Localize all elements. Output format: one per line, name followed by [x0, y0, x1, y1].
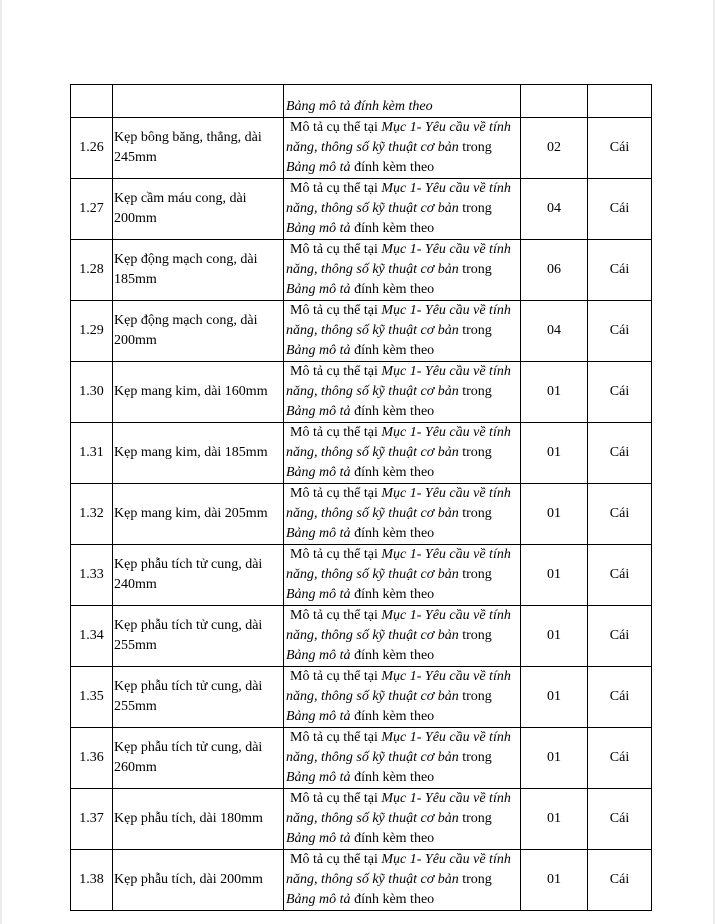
description-trail: trong — [458, 872, 492, 887]
description-spec-ref: năng, thông số kỹ thuật cơ bản — [286, 567, 459, 582]
item-quantity: 01 — [521, 484, 588, 545]
description-section-ref: Mục 1- Yêu cầu về tính — [381, 303, 511, 318]
description-table-ref: Bảng mô tả — [286, 465, 351, 480]
description-table-ref: Bảng mô tả — [286, 709, 351, 724]
description-table-ref: Bảng mô tả — [286, 160, 351, 175]
item-number: 1.30 — [71, 362, 113, 423]
description-table-ref: Bảng mô tả — [286, 587, 351, 602]
table-row — [71, 484, 652, 545]
item-number: 1.37 — [71, 789, 113, 850]
description-section-ref: Mục 1- Yêu cầu về tính — [381, 791, 511, 806]
description-trail: trong — [458, 140, 492, 155]
description-spec-ref: năng, thông số kỹ thuật cơ bản — [286, 872, 459, 887]
item-number: 1.32 — [71, 484, 113, 545]
item-number: 1.38 — [71, 850, 113, 911]
item-number: 1.33 — [71, 545, 113, 606]
description-attached: đính kèm theo — [350, 892, 435, 907]
cell-description — [284, 85, 521, 118]
item-quantity: 02 — [521, 118, 588, 179]
cell-unit — [588, 85, 652, 118]
description-trail: trong — [458, 811, 492, 826]
description-table-ref: Bảng mô tả — [286, 892, 351, 907]
description-section-ref: Mục 1- Yêu cầu về tính — [381, 730, 511, 745]
description-section-ref: Mục 1- Yêu cầu về tính — [381, 181, 511, 196]
item-description — [284, 850, 521, 911]
item-quantity: 01 — [521, 789, 588, 850]
item-quantity: 01 — [521, 545, 588, 606]
description-lead: Mô tả cụ thể tại — [290, 364, 382, 379]
description-spec-ref: năng, thông số kỹ thuật cơ bản — [286, 323, 459, 338]
description-trail: trong — [458, 689, 492, 704]
description-lead: Mô tả cụ thể tại — [290, 486, 382, 501]
description-table-ref: Bảng mô tả — [286, 526, 351, 541]
description-lead: Mô tả cụ thể tại — [290, 791, 382, 806]
description-table-ref: Bảng mô tả — [286, 221, 351, 236]
description-attached: đính kèm theo — [350, 770, 435, 785]
item-description — [284, 484, 521, 545]
description-attached: đính kèm theo — [350, 831, 435, 846]
description-table-ref: Bảng mô tả — [286, 831, 351, 846]
description-trail: trong — [458, 262, 492, 277]
description-spec-ref: năng, thông số kỹ thuật cơ bản — [286, 811, 459, 826]
cell-no — [71, 85, 113, 118]
item-number: 1.28 — [71, 240, 113, 301]
item-name: Kẹp động mạch cong, dài 185mm — [113, 240, 284, 301]
description-table-ref: Bảng mô tả — [286, 648, 351, 663]
description-trail: trong — [458, 323, 492, 338]
description-attached: đính kèm theo — [350, 343, 435, 358]
description-section-ref: Mục 1- Yêu cầu về tính — [381, 364, 511, 379]
item-unit: Cái — [588, 789, 652, 850]
item-unit: Cái — [588, 484, 652, 545]
item-quantity: 06 — [521, 240, 588, 301]
item-description — [284, 301, 521, 362]
item-name: Kẹp cầm máu cong, dài 200mm — [113, 179, 284, 240]
item-number: 1.34 — [71, 606, 113, 667]
item-quantity: 01 — [521, 667, 588, 728]
item-unit: Cái — [588, 240, 652, 301]
item-quantity: 01 — [521, 728, 588, 789]
description-lead: Mô tả cụ thể tại — [290, 608, 382, 623]
description-spec-ref: năng, thông số kỹ thuật cơ bản — [286, 750, 459, 765]
item-description — [284, 362, 521, 423]
description-spec-ref: năng, thông số kỹ thuật cơ bản — [286, 445, 459, 460]
equipment-table — [70, 84, 652, 911]
description-lead: Mô tả cụ thể tại — [290, 242, 382, 257]
table-row — [71, 850, 652, 911]
item-description — [284, 423, 521, 484]
description-attached: đính kèm theo — [350, 587, 435, 602]
table-row — [71, 118, 652, 179]
description-spec-ref: năng, thông số kỹ thuật cơ bản — [286, 628, 459, 643]
description-section-ref: Mục 1- Yêu cầu về tính — [381, 425, 511, 440]
item-number: 1.36 — [71, 728, 113, 789]
item-description — [284, 240, 521, 301]
description-section-ref: Mục 1- Yêu cầu về tính — [381, 608, 511, 623]
table-row — [71, 606, 652, 667]
item-name: Kẹp động mạch cong, dài 200mm — [113, 301, 284, 362]
table-row — [71, 362, 652, 423]
table-row — [71, 301, 652, 362]
item-description — [284, 789, 521, 850]
description-table-ref: Bảng mô tả — [286, 343, 351, 358]
description-trail: trong — [458, 384, 492, 399]
item-quantity: 01 — [521, 606, 588, 667]
item-unit: Cái — [588, 301, 652, 362]
item-number: 1.27 — [71, 179, 113, 240]
description-table-ref: Bảng mô tả — [286, 770, 351, 785]
description-section-ref: Mục 1- Yêu cầu về tính — [381, 669, 511, 684]
item-description — [284, 667, 521, 728]
item-unit: Cái — [588, 728, 652, 789]
description-attached: đính kèm theo — [350, 709, 435, 724]
item-unit: Cái — [588, 423, 652, 484]
description-table-ref: Bảng mô tả — [286, 282, 351, 297]
cell-qty — [521, 85, 588, 118]
description-section-ref: Mục 1- Yêu cầu về tính — [381, 852, 511, 867]
table-row — [71, 667, 652, 728]
item-name: Kẹp bông băng, thẳng, dài 245mm — [113, 118, 284, 179]
item-name: Kẹp mang kim, dài 160mm — [113, 362, 284, 423]
description-trail: trong — [458, 628, 492, 643]
description-attached: đính kèm theo — [350, 465, 435, 480]
description-spec-ref: năng, thông số kỹ thuật cơ bản — [286, 201, 459, 216]
item-name: Kẹp mang kim, dài 185mm — [113, 423, 284, 484]
description-lead: Mô tả cụ thể tại — [290, 852, 382, 867]
description-lead: Mô tả cụ thể tại — [290, 120, 382, 135]
continuation-row — [71, 85, 652, 118]
description-lead: Mô tả cụ thể tại — [290, 547, 382, 562]
description-end: Bảng mô tả đính kèm theo — [286, 99, 433, 114]
table-row — [71, 179, 652, 240]
description-spec-ref: năng, thông số kỹ thuật cơ bản — [286, 689, 459, 704]
item-unit: Cái — [588, 545, 652, 606]
item-quantity: 04 — [521, 301, 588, 362]
item-name: Kẹp phẫu tích tử cung, dài 260mm — [113, 728, 284, 789]
item-name: Kẹp phẫu tích, dài 180mm — [113, 789, 284, 850]
item-name: Kẹp mang kim, dài 205mm — [113, 484, 284, 545]
cell-name — [113, 85, 284, 118]
item-unit: Cái — [588, 118, 652, 179]
item-unit: Cái — [588, 179, 652, 240]
item-description — [284, 728, 521, 789]
description-attached: đính kèm theo — [350, 648, 435, 663]
item-quantity: 01 — [521, 362, 588, 423]
item-quantity: 01 — [521, 850, 588, 911]
description-attached: đính kèm theo — [350, 221, 435, 236]
item-description — [284, 179, 521, 240]
item-name: Kẹp phẫu tích tử cung, dài 255mm — [113, 606, 284, 667]
description-trail: trong — [458, 506, 492, 521]
description-table-ref: Bảng mô tả — [286, 404, 351, 419]
description-lead: Mô tả cụ thể tại — [290, 303, 382, 318]
item-number: 1.31 — [71, 423, 113, 484]
description-trail: trong — [458, 445, 492, 460]
table-row — [71, 240, 652, 301]
table-row — [71, 789, 652, 850]
item-unit: Cái — [588, 850, 652, 911]
description-lead: Mô tả cụ thể tại — [290, 730, 382, 745]
description-spec-ref: năng, thông số kỹ thuật cơ bản — [286, 140, 459, 155]
item-unit: Cái — [588, 606, 652, 667]
item-number: 1.29 — [71, 301, 113, 362]
document-page — [2, 0, 713, 924]
description-spec-ref: năng, thông số kỹ thuật cơ bản — [286, 262, 459, 277]
description-section-ref: Mục 1- Yêu cầu về tính — [381, 242, 511, 257]
description-section-ref: Mục 1- Yêu cầu về tính — [381, 120, 511, 135]
description-lead: Mô tả cụ thể tại — [290, 181, 382, 196]
description-section-ref: Mục 1- Yêu cầu về tính — [381, 547, 511, 562]
table-row — [71, 728, 652, 789]
item-description — [284, 118, 521, 179]
item-unit: Cái — [588, 667, 652, 728]
description-attached: đính kèm theo — [350, 160, 435, 175]
description-spec-ref: năng, thông số kỹ thuật cơ bản — [286, 384, 459, 399]
item-name: Kẹp phẫu tích tử cung, dài 255mm — [113, 667, 284, 728]
description-lead: Mô tả cụ thể tại — [290, 669, 382, 684]
item-unit: Cái — [588, 362, 652, 423]
description-attached: đính kèm theo — [350, 404, 435, 419]
description-trail: trong — [458, 567, 492, 582]
description-trail: trong — [458, 750, 492, 765]
table-row — [71, 423, 652, 484]
description-section-ref: Mục 1- Yêu cầu về tính — [381, 486, 511, 501]
item-quantity: 04 — [521, 179, 588, 240]
item-name: Kẹp phẫu tích, dài 200mm — [113, 850, 284, 911]
item-quantity: 01 — [521, 423, 588, 484]
table-row — [71, 545, 652, 606]
description-trail: trong — [458, 201, 492, 216]
description-attached: đính kèm theo — [350, 282, 435, 297]
description-spec-ref: năng, thông số kỹ thuật cơ bản — [286, 506, 459, 521]
item-description — [284, 606, 521, 667]
item-description — [284, 545, 521, 606]
description-lead: Mô tả cụ thể tại — [290, 425, 382, 440]
item-name: Kẹp phẫu tích tử cung, dài 240mm — [113, 545, 284, 606]
item-number: 1.35 — [71, 667, 113, 728]
description-attached: đính kèm theo — [350, 526, 435, 541]
item-number: 1.26 — [71, 118, 113, 179]
